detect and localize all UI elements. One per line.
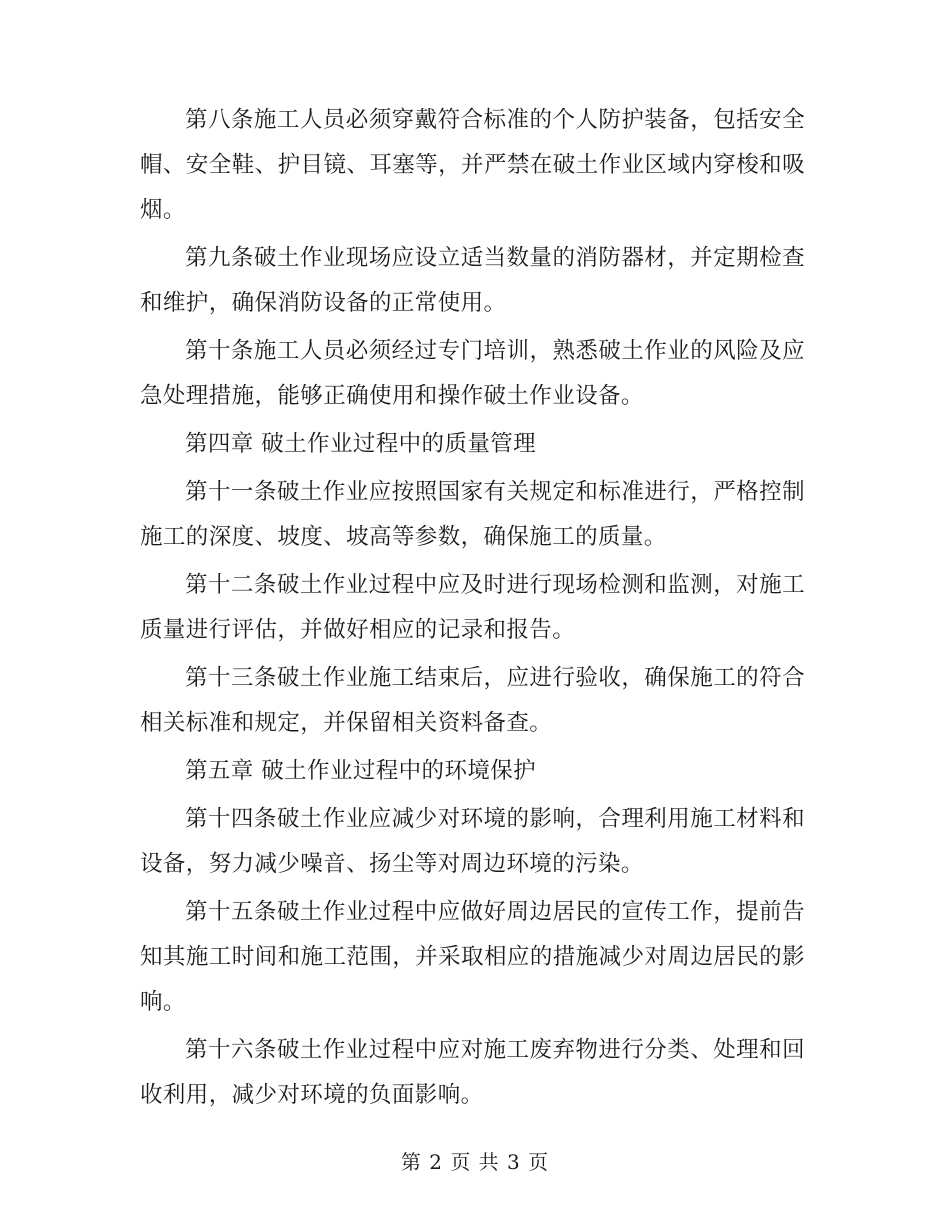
article-9: 第九条破土作业现场应设立适当数量的消防器材，并定期检查和维护，确保消防设备的正常使用。 — [140, 245, 805, 316]
document-body — [140, 98, 805, 1121]
page-number-footer: 第 2 页 共 3 页 — [400, 1150, 550, 1174]
chapter-4-heading: 第四章 破土作业过程中的质量管理 — [185, 431, 537, 457]
article-10: 第十条施工人员必须经过专门培训，熟悉破土作业的风险及应急处理措施，能够正确使用和操作破土作业设备。 — [140, 338, 805, 409]
article-15: 第十五条破土作业过程中应做好周边居民的宣传工作，提前告知其施工时间和施工范围，并采取相应的措施减少对周边居民的影响。 — [140, 899, 805, 1015]
chapter-5-heading: 第五章 破土作业过程中的环境保护 — [185, 758, 537, 784]
article-8: 第八条施工人员必须穿戴符合标准的个人防护装备，包括安全帽、安全鞋、护目镜、耳塞等，并严禁在破土作业区域内穿梭和吸烟。 — [140, 107, 805, 223]
article-11: 第十一条破土作业应按照国家有关规定和标准进行，严格控制施工的深度、坡度、坡高等参数，确保施工的质量。 — [140, 479, 805, 550]
article-14: 第十四条破土作业应减少对环境的影响，合理利用施工材料和设备，努力减少噪音、扬尘等对周边环境的污染。 — [140, 806, 805, 877]
article-13: 第十三条破土作业施工结束后，应进行验收，确保施工的符合相关标准和规定，并保留相关资料备查。 — [140, 665, 805, 736]
article-12: 第十二条破土作业过程中应及时进行现场检测和监测，对施工质量进行评估，并做好相应的记录和报告。 — [140, 572, 805, 643]
article-16: 第十六条破土作业过程中应对施工废弃物进行分类、处理和回收利用，减少对环境的负面影响。 — [140, 1037, 805, 1108]
